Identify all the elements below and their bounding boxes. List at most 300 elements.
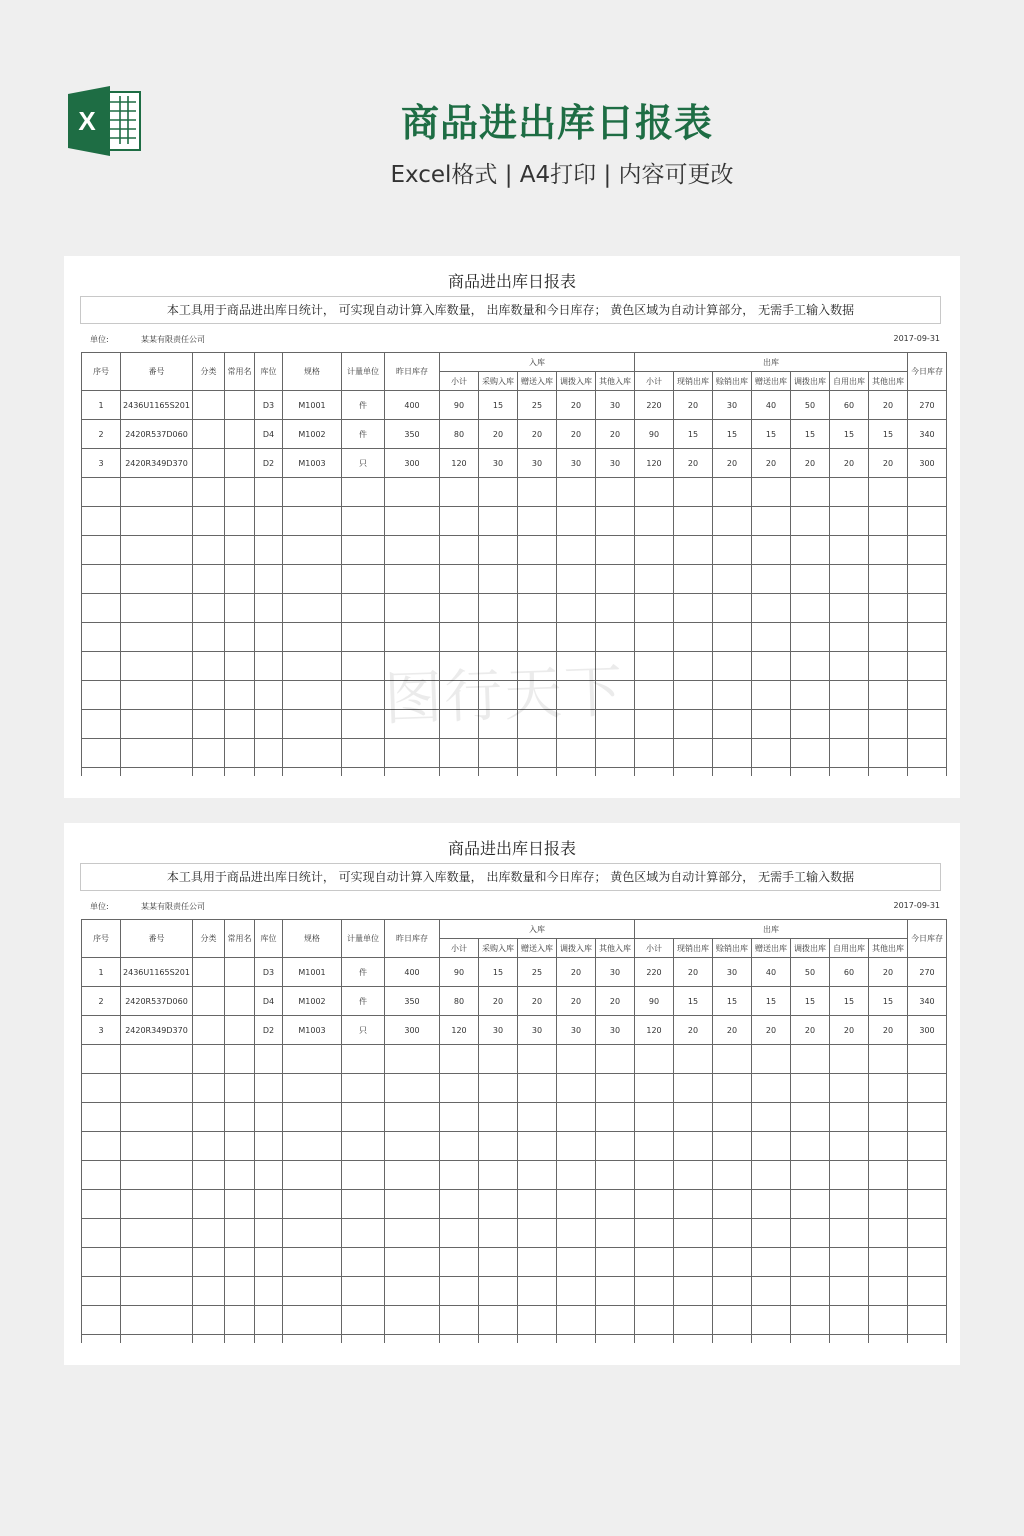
table-cell: 30 (596, 391, 635, 420)
table-cell (674, 710, 713, 739)
sheet-title: 商品进出库日报表 (447, 272, 576, 291)
table-cell (82, 623, 121, 652)
table-cell: 220 (635, 958, 674, 987)
table-cell (225, 565, 255, 594)
header-today-stock: 今日库存 (908, 353, 947, 391)
table-cell (385, 1074, 440, 1103)
table-cell (791, 623, 830, 652)
table-cell (791, 710, 830, 739)
subheader-in: 其他入库 (596, 372, 635, 391)
table-cell (674, 1277, 713, 1306)
table-cell (908, 739, 947, 768)
table-cell (518, 1132, 557, 1161)
table-cell (635, 1132, 674, 1161)
table-cell (908, 1132, 947, 1161)
table-cell (713, 652, 752, 681)
table-cell (752, 1161, 791, 1190)
table-cell (440, 594, 479, 623)
table-cell (385, 507, 440, 536)
table-cell (908, 507, 947, 536)
table-cell (121, 652, 193, 681)
header-in-group: 入库 (440, 920, 635, 939)
table-cell (255, 768, 283, 777)
table-cell (518, 1277, 557, 1306)
table-cell (752, 478, 791, 507)
table-cell: 15 (830, 420, 869, 449)
table-cell (518, 1045, 557, 1074)
table-cell (713, 536, 752, 565)
table-cell (635, 478, 674, 507)
table-cell (869, 478, 908, 507)
instruction-note: 本工具用于商品进出库日统计， 可实现自动计算入库数量， 出库数量和今日库存； 黄色区域为自动计算部分， 无需手工输入数据 (80, 863, 941, 891)
table-cell (342, 1306, 385, 1335)
table-cell (713, 1219, 752, 1248)
empty-row (82, 1248, 947, 1277)
table-cell (193, 710, 225, 739)
table-cell: 30 (713, 391, 752, 420)
table-cell (518, 1190, 557, 1219)
table-cell: 15 (791, 987, 830, 1016)
table-cell (283, 1277, 342, 1306)
table-cell (752, 594, 791, 623)
table-cell (557, 1074, 596, 1103)
table-cell (440, 507, 479, 536)
table-cell (283, 1103, 342, 1132)
table-cell (674, 507, 713, 536)
table-cell (830, 739, 869, 768)
table-cell (791, 1103, 830, 1132)
table-cell (596, 1161, 635, 1190)
table-cell (385, 1132, 440, 1161)
header-code: 番号 (121, 920, 193, 958)
table-cell (713, 1045, 752, 1074)
table-cell (225, 1277, 255, 1306)
table-cell (830, 565, 869, 594)
table-cell (791, 1248, 830, 1277)
table-cell (440, 1306, 479, 1335)
table-cell: 20 (752, 449, 791, 478)
table-cell (255, 1161, 283, 1190)
header-code: 番号 (121, 353, 193, 391)
table-cell (479, 1335, 518, 1344)
table-cell (908, 710, 947, 739)
table-cell (791, 536, 830, 565)
table-cell (713, 681, 752, 710)
table-cell (557, 507, 596, 536)
table-cell (908, 565, 947, 594)
table-cell: 20 (830, 449, 869, 478)
table-cell (193, 681, 225, 710)
table-cell (635, 652, 674, 681)
table-cell (440, 1045, 479, 1074)
table-cell: M1003 (283, 1016, 342, 1045)
table-cell (255, 1132, 283, 1161)
table-cell (908, 1335, 947, 1344)
table-cell (830, 1335, 869, 1344)
table-cell (869, 1103, 908, 1132)
empty-row (82, 1045, 947, 1074)
table-cell (791, 1161, 830, 1190)
table-cell: D4 (255, 420, 283, 449)
table-cell (342, 739, 385, 768)
table-cell (557, 1335, 596, 1344)
table-cell: 20 (557, 958, 596, 987)
table-cell: 30 (557, 449, 596, 478)
table-cell (869, 594, 908, 623)
table-row (82, 420, 947, 449)
table-cell (121, 739, 193, 768)
table-cell (385, 739, 440, 768)
table-cell (255, 623, 283, 652)
table-cell (713, 565, 752, 594)
table-cell: 30 (557, 1016, 596, 1045)
table-cell (752, 739, 791, 768)
table-cell: 30 (596, 449, 635, 478)
table-cell (479, 1132, 518, 1161)
table-cell (479, 1190, 518, 1219)
table-cell (385, 1248, 440, 1277)
table-cell (752, 1248, 791, 1277)
table-cell (791, 1335, 830, 1344)
table-cell (82, 507, 121, 536)
table-cell (82, 1045, 121, 1074)
table-cell: 30 (518, 449, 557, 478)
table-cell (225, 594, 255, 623)
table-cell (225, 1074, 255, 1103)
table-cell (82, 652, 121, 681)
table-cell (193, 768, 225, 777)
table-cell: 20 (869, 958, 908, 987)
header-location: 库位 (255, 353, 283, 391)
table-cell (713, 1335, 752, 1344)
table-cell (255, 594, 283, 623)
table-cell (557, 1103, 596, 1132)
table-cell (440, 623, 479, 652)
table-cell (518, 739, 557, 768)
table-cell (385, 623, 440, 652)
table-cell: 340 (908, 987, 947, 1016)
table-cell (869, 565, 908, 594)
table-cell (518, 1306, 557, 1335)
table-cell (635, 594, 674, 623)
table-cell (479, 478, 518, 507)
table-cell (193, 1248, 225, 1277)
table-cell (283, 623, 342, 652)
table-cell (193, 391, 225, 420)
table-cell (385, 1190, 440, 1219)
table-cell (596, 594, 635, 623)
table-cell (225, 536, 255, 565)
table-cell (82, 1277, 121, 1306)
table-cell: 90 (440, 958, 479, 987)
table-cell (385, 478, 440, 507)
table-cell (635, 507, 674, 536)
table-cell (193, 594, 225, 623)
table-cell: 15 (752, 987, 791, 1016)
table-cell: D3 (255, 958, 283, 987)
table-cell (121, 1335, 193, 1344)
table-cell (869, 739, 908, 768)
table-cell (557, 1219, 596, 1248)
table-cell (342, 623, 385, 652)
table-cell (255, 1074, 283, 1103)
instruction-note: 本工具用于商品进出库日统计， 可实现自动计算入库数量， 出库数量和今日库存； 黄色区域为自动计算部分， 无需手工输入数据 (80, 296, 941, 324)
subheader-out: 其他出库 (869, 939, 908, 958)
table-cell (193, 1190, 225, 1219)
table-cell (518, 1219, 557, 1248)
table-cell (518, 507, 557, 536)
table-cell: 15 (869, 420, 908, 449)
table-cell: 120 (440, 449, 479, 478)
table-cell (225, 1335, 255, 1344)
table-cell (830, 507, 869, 536)
table-cell (791, 1132, 830, 1161)
table-cell (225, 958, 255, 987)
table-cell: 80 (440, 987, 479, 1016)
table-cell (635, 1248, 674, 1277)
table-cell (121, 710, 193, 739)
table-cell (557, 1248, 596, 1277)
table-cell: 20 (674, 958, 713, 987)
table-cell (193, 449, 225, 478)
table-cell: 件 (342, 391, 385, 420)
table-cell: 15 (869, 987, 908, 1016)
subheader-in: 赠送入库 (518, 939, 557, 958)
table-cell (869, 507, 908, 536)
report-date: 2017-09-31 (893, 901, 940, 910)
table-cell (557, 1161, 596, 1190)
table-cell (479, 1306, 518, 1335)
table-cell (440, 1074, 479, 1103)
table-cell (193, 478, 225, 507)
table-cell: 15 (674, 987, 713, 1016)
table-row (82, 449, 947, 478)
table-cell: 1 (82, 391, 121, 420)
table-cell: D4 (255, 987, 283, 1016)
table-cell (635, 623, 674, 652)
table-cell (385, 1045, 440, 1074)
table-cell (193, 1219, 225, 1248)
table-cell (791, 1074, 830, 1103)
table-cell (869, 768, 908, 777)
table-cell: 120 (635, 449, 674, 478)
table-cell (869, 1248, 908, 1277)
subheader-in: 调拨入库 (557, 939, 596, 958)
table-cell (596, 1103, 635, 1132)
empty-row (82, 1074, 947, 1103)
table-cell (713, 1103, 752, 1132)
table-cell (830, 1045, 869, 1074)
table-cell: 30 (713, 958, 752, 987)
table-cell (830, 1190, 869, 1219)
subheader-out: 小计 (635, 372, 674, 391)
table-cell (342, 1277, 385, 1306)
table-cell: M1001 (283, 958, 342, 987)
table-cell: D2 (255, 1016, 283, 1045)
truncated-row (82, 1335, 947, 1344)
table-cell (440, 1277, 479, 1306)
table-cell: 40 (752, 391, 791, 420)
table-cell: 15 (479, 391, 518, 420)
table-cell: 3 (82, 1016, 121, 1045)
table-cell: 20 (674, 449, 713, 478)
header-row (82, 920, 947, 939)
table-cell (283, 478, 342, 507)
table-cell (225, 1219, 255, 1248)
table-cell (342, 478, 385, 507)
table-cell (283, 1248, 342, 1277)
table-cell (255, 739, 283, 768)
table-cell (121, 565, 193, 594)
table-cell: 15 (479, 958, 518, 987)
table-cell (283, 1045, 342, 1074)
table-cell (479, 768, 518, 777)
header-location: 库位 (255, 920, 283, 958)
table-cell (752, 1103, 791, 1132)
table-cell (255, 710, 283, 739)
table-cell (752, 1074, 791, 1103)
table-cell (385, 1219, 440, 1248)
table-cell: 15 (791, 420, 830, 449)
subheader-out: 赊销出库 (713, 939, 752, 958)
table-cell (82, 1190, 121, 1219)
table-cell (342, 594, 385, 623)
unit-value: 某某有限责任公司 (141, 902, 205, 911)
table-cell (225, 449, 255, 478)
table-cell (82, 594, 121, 623)
table-cell (713, 739, 752, 768)
table-cell (479, 739, 518, 768)
table-cell (342, 1335, 385, 1344)
table-cell (193, 1335, 225, 1344)
table-cell: 件 (342, 987, 385, 1016)
table-cell (635, 1335, 674, 1344)
table-cell (193, 1016, 225, 1045)
subheader-out: 现销出库 (674, 372, 713, 391)
table-cell: 2436U1165S201 (121, 391, 193, 420)
table-cell (283, 594, 342, 623)
table-cell: 25 (518, 958, 557, 987)
table-cell: 20 (713, 1016, 752, 1045)
table-cell (255, 1306, 283, 1335)
table-cell (283, 1132, 342, 1161)
table-cell (908, 478, 947, 507)
table-cell (82, 739, 121, 768)
table-cell (791, 739, 830, 768)
table-cell (193, 420, 225, 449)
table-cell (121, 1277, 193, 1306)
table-cell: 90 (635, 987, 674, 1016)
table-cell (385, 536, 440, 565)
table-cell (674, 1161, 713, 1190)
empty-row (82, 594, 947, 623)
table-cell (791, 507, 830, 536)
table-cell (713, 1132, 752, 1161)
table-cell (479, 1219, 518, 1248)
table-cell (830, 681, 869, 710)
table-cell (440, 768, 479, 777)
table-cell (596, 507, 635, 536)
table-cell (121, 623, 193, 652)
table-cell: 件 (342, 958, 385, 987)
table-cell (869, 1190, 908, 1219)
table-cell (752, 1306, 791, 1335)
table-cell (82, 565, 121, 594)
table-cell (830, 1248, 869, 1277)
table-cell (82, 1132, 121, 1161)
excel-logo-letter: X (78, 106, 96, 136)
table-cell (752, 507, 791, 536)
table-cell (385, 1161, 440, 1190)
table-cell (635, 739, 674, 768)
report-date: 2017-09-31 (893, 334, 940, 343)
table-cell (479, 1074, 518, 1103)
table-cell (225, 1016, 255, 1045)
table-cell (225, 1248, 255, 1277)
table-cell (557, 594, 596, 623)
table-cell (635, 1045, 674, 1074)
table-cell: 20 (596, 987, 635, 1016)
subheader-in: 采购入库 (479, 372, 518, 391)
table-cell (518, 594, 557, 623)
table-cell (635, 768, 674, 777)
table-cell (791, 768, 830, 777)
subheader-out: 赠送出库 (752, 939, 791, 958)
table-cell (713, 710, 752, 739)
table-cell (830, 623, 869, 652)
table-cell (121, 478, 193, 507)
table-cell (440, 739, 479, 768)
table-cell (752, 710, 791, 739)
table-cell (674, 478, 713, 507)
table-cell (82, 1074, 121, 1103)
table-cell (869, 1074, 908, 1103)
table-cell (518, 536, 557, 565)
table-cell (440, 565, 479, 594)
watermark: 图行天下 (383, 656, 626, 734)
empty-row (82, 1161, 947, 1190)
table-cell: 20 (674, 391, 713, 420)
header-out-group: 出库 (635, 920, 908, 939)
table-cell: 20 (791, 1016, 830, 1045)
table-cell (121, 536, 193, 565)
table-cell (193, 507, 225, 536)
table-cell (596, 1132, 635, 1161)
table-cell (342, 565, 385, 594)
table-cell (908, 1190, 947, 1219)
table-cell (791, 681, 830, 710)
table-cell (713, 507, 752, 536)
table-cell: 120 (635, 1016, 674, 1045)
table-cell (283, 739, 342, 768)
table-cell (225, 478, 255, 507)
table-cell (193, 536, 225, 565)
subheader-in: 赠送入库 (518, 372, 557, 391)
table-cell: 20 (557, 391, 596, 420)
table-cell (869, 536, 908, 565)
empty-row (82, 536, 947, 565)
table-cell: 2420R537D060 (121, 987, 193, 1016)
table-cell (479, 536, 518, 565)
header-category: 分类 (193, 353, 225, 391)
table-cell (713, 1306, 752, 1335)
report-sheet-2 (64, 823, 960, 1365)
table-cell (791, 565, 830, 594)
table-cell (674, 652, 713, 681)
table-row (82, 987, 947, 1016)
table-cell (385, 594, 440, 623)
table-cell (193, 958, 225, 987)
